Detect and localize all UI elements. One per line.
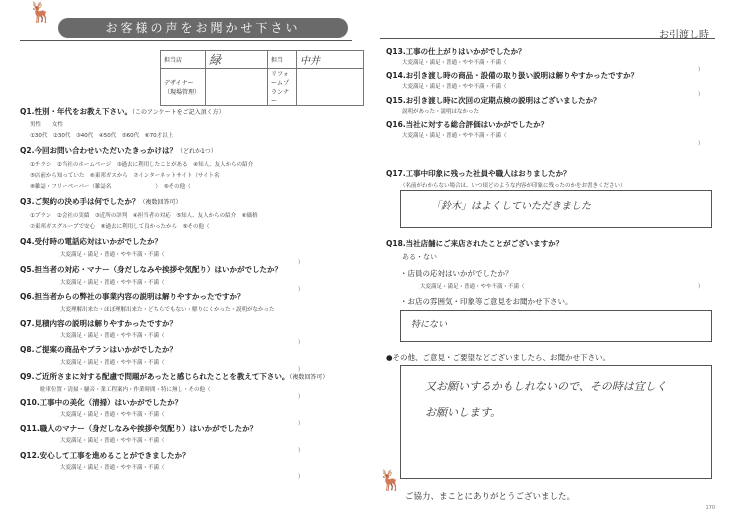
q18-sub1-scale: 大変満足・満足・普通・やや不満・不満（ [420,284,525,290]
opinion-handwritten-line1: 又お願いするかもしれないので、その時は宜しく [425,380,667,393]
q2-options-line3: ⑧雑誌・フリーペーパー（雑誌名 ） ⑨その他（ [30,184,191,190]
right-page-title: お引渡し時 [659,30,709,41]
staff-name-value: 中井 [297,51,364,69]
q18-sub1-question: ・店員の応対はいかがでしたか？ [400,269,513,278]
q2-question: Q2.今回お問い合わせいただいたきっかけは？（どれか1つ） [20,146,217,155]
q12-question: Q12.安心して工事を進めることができましたか？ [20,451,190,460]
q3-question: Q3.ご契約の決め手は何でしたか？（複数回答可） [20,197,182,206]
q9-question: Q9.ご近所さまに対する配慮で問題があったと感じられたことを教えて下さい。（複数回答可） [20,372,329,381]
q10-question: Q10.工事中の美化（清掃）はいかがでしたか？ [20,398,183,407]
staff-label-designer: デザイナー（現場管理） [161,69,206,106]
q6-question: Q6.担当者からの弊社の事業内容の説明は解りやすかったですか？ [20,292,245,301]
q11-scale: 大変満足・満足・普通・やや不満・不満（ [60,438,165,444]
q3-options-line1: ①プラン ②会社の実績 ③近所の評判 ④担当者の対応 ⑤知人、友人からの紹介 ⑥価格 [30,213,258,219]
q13-question: Q13.工事の仕上がりはいかがでしたか？ [386,47,526,56]
q18-sub2-answer-box [400,310,712,342]
survey-title-banner: お客様の声をお聞かせ下さい [58,18,348,38]
q17-question: Q17.工事中印象に残った社員や職人はおりましたか？ [386,169,571,178]
q8-scale: 大変満足・満足・普通・やや不満・不満（ [60,360,165,366]
q2-options-line2: ⑤店前から知っていた ⑥東邦ガスから ⑦インターネットサイト（サイト名 [30,173,220,179]
q11-question: Q11.職人のマナー（身だしなみや挨拶や気配り）はいかがでしたか？ [20,424,258,433]
q17-answer-box [400,190,712,228]
q4-question: Q4.受付時の電話応対はいかがでしたか？ [20,237,162,246]
q5-scale: 大変満足・満足・普通・やや不満・不満（ [60,280,165,286]
q3-options-line2: ⑦東邦ガスグループで安心 ⑧過去に利用して良かったから ⑨その他（ [30,224,210,230]
q13-scale: 大変満足・満足・普通・やや不満・不満（ [402,60,507,66]
title-underline [20,40,352,41]
q1-gender-options: 男性 女性 [30,122,64,128]
q18-sub2-handwritten-answer: 特にない [411,320,448,330]
q18-question: Q18.当社店舗にご来店されたことがございますか？ [386,239,564,248]
opinion-question: ●その他、ご意見・ご要望などございましたら、お聞かせ下さい。 [386,353,611,362]
q18-sub2-question: ・お店の雰囲気・印象等ご意見をお聞かせ下さい。 [400,297,573,306]
staff-table [160,50,364,106]
staff-label-planner: リフォームプランナー [268,69,297,106]
thanks-message: ご協力、まことにありがとうございました。 [405,492,576,502]
q1-age-options: ①30代 ②30代 ③40代 ④50代 ⑤60代 ⑥70才以上 [30,133,174,139]
deer-footer-icon: 🦌 [378,468,403,492]
q-right-parens-top: ） ） ） [698,67,704,147]
q14-scale: 大変満足・満足・普通・やや不満・不満（ [402,84,507,90]
q5-question: Q5.担当者の対応・マナー（身だしなみや挨拶や気配り）はいかがでしたか？ [20,265,282,274]
q18-scale: ある・ない [402,253,437,261]
q6-scale: 大変理解出来た・ほぼ理解出来た・どちらでもない・解りにくかった・説明がなかった [60,307,275,313]
q17-handwritten-answer: 「鈴木」はよくしていただきました [431,201,591,212]
staff-store-value: 緑 [206,51,268,69]
q15-question: Q15.お引き渡し時に次回の定期点検の説明はございましたか？ [386,96,601,105]
q18-sub1-paren: ） [698,284,704,290]
q4-scale: 大変満足・満足・普通・やや不満・不満（ [60,252,165,258]
q9-scale: 駐車位置・清掃・騒音・業工程案内・作業時間・特に無し・その他（ [40,387,211,393]
q14-question: Q14.お引き渡し時の商品・設備の取り扱い説明は解りやすかったですか？ [386,71,639,80]
q1-question: Q1.性別・年代をお教え下さい。（このアンケートをご記入頂く方） [20,107,225,116]
q7-question: Q7.見積内容の説明は解りやすかったですか？ [20,319,177,328]
staff-label-store: 担当店 [161,51,206,69]
q16-scale: 大変満足・満足・普通・やや不満・不満（ [402,133,507,139]
q16-question: Q16.当社に対する総合評価はいかがでしたか？ [386,120,549,129]
page-number: 170 [705,505,715,511]
q7-scale: 大変満足・満足・普通・やや不満・不満（ [60,333,165,339]
opinion-answer-box [400,365,712,479]
q-right-parens-left: ） ） ） ） ） ） ） ） [298,260,304,481]
q12-scale: 大変満足・満足・普通・やや不満・不満（ [60,465,165,471]
opinion-handwritten-line2: お願いします。 [425,406,502,419]
deer-logo-icon: 🦌 [28,0,53,24]
right-title-rule [380,38,715,39]
q10-scale: 大変満足・満足・普通・やや不満・不満（ [60,412,165,418]
q2-options-line1: ①チラシ ②当社のホームページ ③過去に利用したことがある ④知人、友人からの紹介 [30,162,254,168]
staff-label-charge: 担当 [268,51,297,69]
q8-question: Q8.ご提案の商品やプランはいかがでしたか？ [20,345,177,354]
q17-note: （名前がわからない場合は、いつ頃どのような内容が印象に残ったのかをお書きください） [400,183,626,189]
q15-scale: 説明があった・説明はなかった [402,109,479,115]
